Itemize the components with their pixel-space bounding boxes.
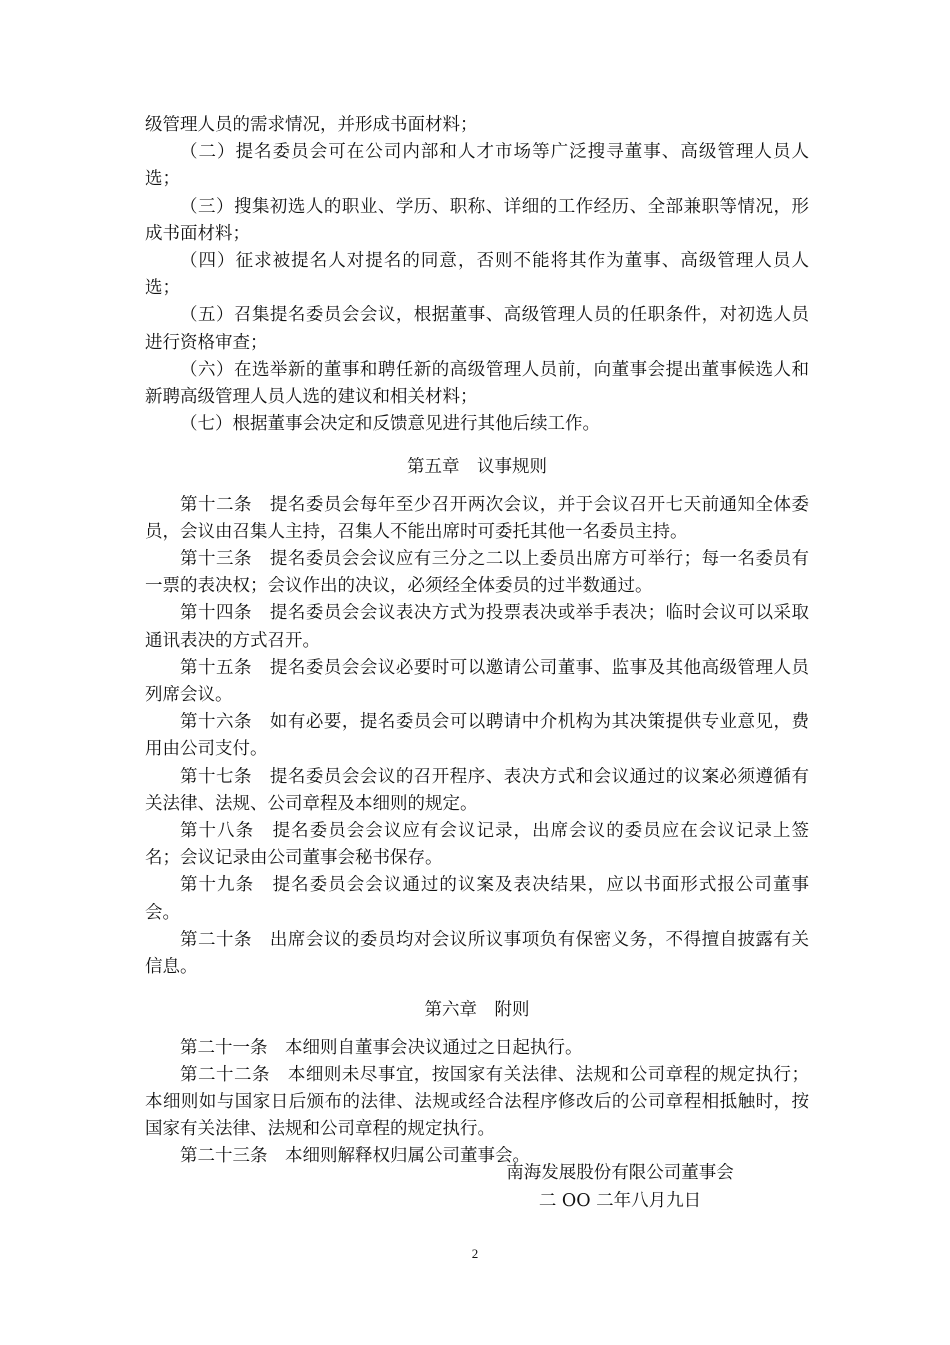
procedure-item: （六）在选举新的董事和聘任新的高级管理人员前，向董事会提出董事候选人和新聘高级管理人员人选的建议和相关材料；: [145, 359, 809, 408]
article-18: 第十八条 提名委员会会议应有会议记录，出席会议的委员应在会议记录上签名；会议记录由公司董事会秘书保存。: [145, 821, 809, 869]
article-21: 第二十一条 本细则自董事会决议通过之日起执行。: [180, 1037, 583, 1058]
procedure-item: （四）征求被提名人对提名的同意，否则不能将其作为董事、高级管理人员人选；: [145, 251, 809, 299]
article-23: 第二十三条 本细则解释权归属公司董事会。: [180, 1146, 530, 1167]
signing-organization: 南海发展股份有限公司董事会: [506, 1163, 734, 1183]
procedure-item: （五）召集提名委员会会议，根据董事、高级管理人员的任职条件，对初选人员进行资格审查；: [145, 305, 809, 353]
chapter-six-heading: 第六章 附则: [424, 1000, 530, 1021]
article-22: 第二十二条 本细则未尽事宜，按国家有关法律、法规和公司章程的规定执行；本细则如与国家日后颁布的法律、法规或经合法程序修改后的公司章程相抵触时，按国家有关法律、法规和公司章程的规定执行。: [145, 1064, 809, 1140]
article-17: 第十七条 提名委员会会议的召开程序、表决方式和会议通过的议案必须遵循有关法律、法规、公司章程及本细则的规定。: [145, 766, 809, 814]
article-13: 第十三条 提名委员会会议应有三分之二以上委员出席方可举行；每一名委员有一票的表决权；会议作出的决议，必须经全体委员的过半数通过。: [145, 549, 809, 597]
article-14: 第十四条 提名委员会会议表决方式为投票表决或举手表决；临时会议可以采取通讯表决的方式召开。: [145, 603, 809, 651]
chapter-five-heading: 第五章 议事规则: [407, 457, 547, 478]
procedure-item: （二）提名委员会可在公司内部和人才市场等广泛搜寻董事、高级管理人员人选；: [145, 142, 809, 190]
article-20: 第二十条 出席会议的委员均对会议所议事项负有保密义务，不得擅自披露有关信息。: [145, 929, 809, 978]
article-19: 第十九条 提名委员会会议通过的议案及表决结果，应以书面形式报公司董事会。: [145, 875, 809, 923]
procedure-item: （七）根据董事会决定和反馈意见进行其他后续工作。: [180, 414, 600, 435]
signing-date: 二 OO 二年八月九日: [538, 1190, 702, 1211]
article-12: 第十二条 提名委员会每年至少召开两次会议，并于会议召开七天前通知全体委员，会议由召集人主持，召集人不能出席时可委托其他一名委员主持。: [145, 494, 809, 542]
paragraph-continuation: 级管理人员的需求情况，并形成书面材料；: [145, 115, 478, 135]
page-number: 2: [471, 1246, 479, 1261]
signature-block: [470, 1160, 770, 1215]
article-16: 第十六条 如有必要，提名委员会可以聘请中介机构为其决策提供专业意见，费用由公司支付。: [145, 712, 809, 760]
document-body: [145, 112, 809, 1171]
procedure-item: （三）搜集初选人的职业、学历、职称、详细的工作经历、全部兼职等情况，形成书面材料；: [145, 196, 809, 244]
article-15: 第十五条 提名委员会会议必要时可以邀请公司董事、监事及其他高级管理人员列席会议。: [145, 657, 809, 706]
